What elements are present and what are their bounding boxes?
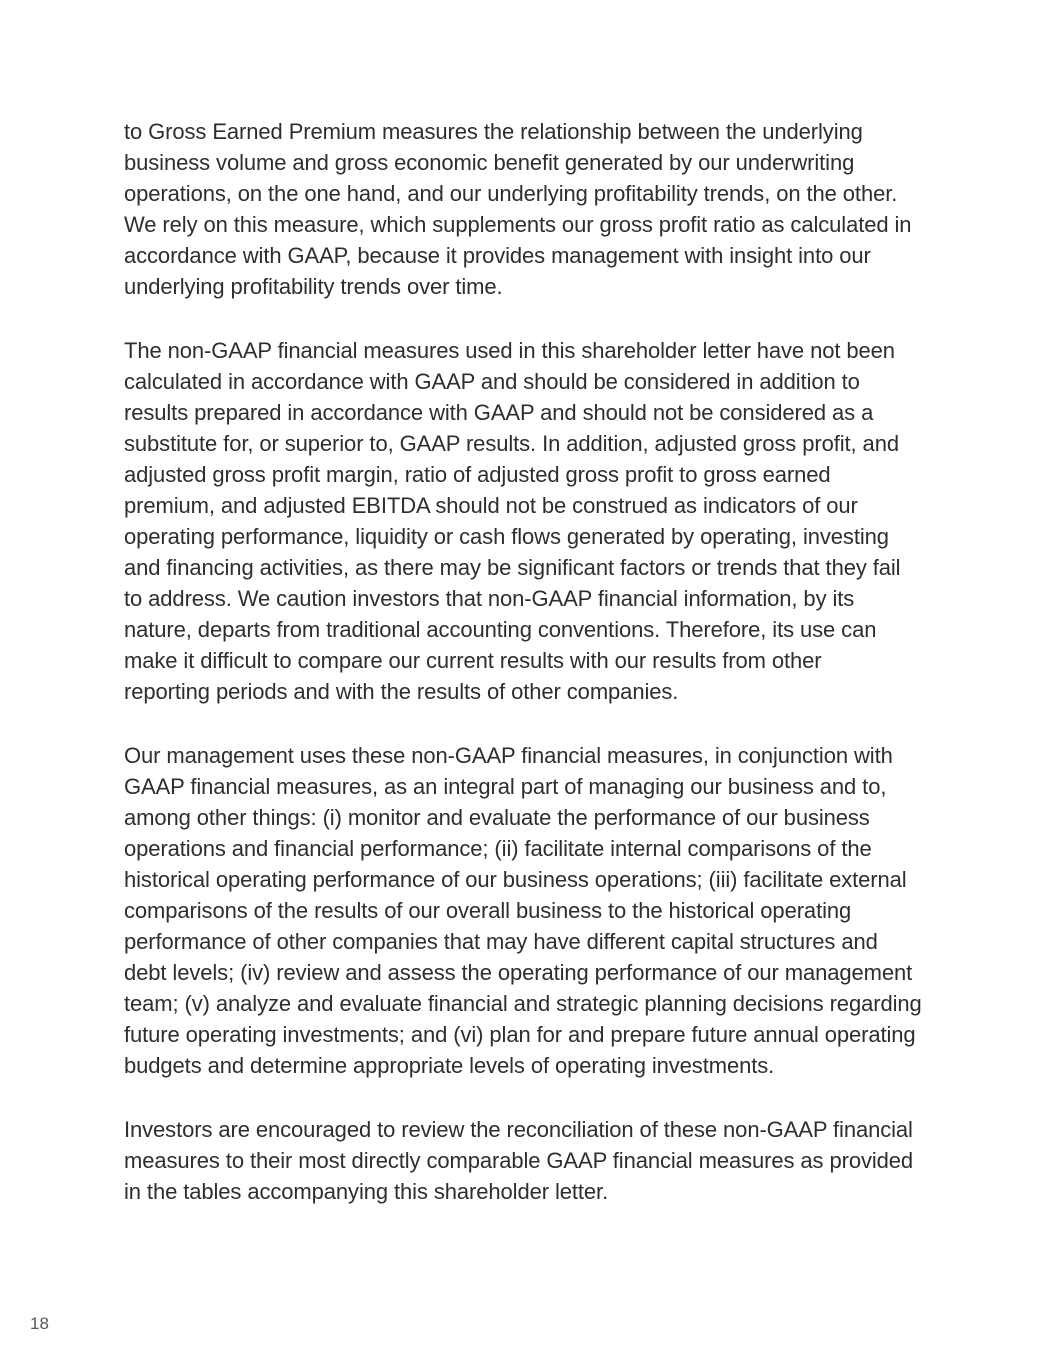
text-line: accordance with GAAP, because it provides management with insight into our — [124, 243, 871, 268]
text-line: team; (v) analyze and evaluate financial and strategic planning decisions regarding — [124, 991, 922, 1016]
letter-body — [124, 116, 984, 1240]
text-line: underlying profitability trends over time. — [124, 274, 503, 299]
text-line: comparisons of the results of our overall business to the historical operating — [124, 898, 852, 923]
text-line: and financing activities, as there may be significant factors or trends that they fail — [124, 555, 901, 580]
paragraph-investors-reconciliation — [124, 1114, 984, 1207]
text-line: results prepared in accordance with GAAP and should not be considered as a — [124, 400, 874, 425]
text-line: budgets and determine appropriate levels of operating investments. — [124, 1053, 775, 1078]
paragraph-management-use-of-measures — [124, 740, 984, 1081]
text-line: We rely on this measure, which supplements our gross profit ratio as calculated in — [124, 212, 912, 237]
text-line: measures to their most directly comparable GAAP financial measures as provided — [124, 1148, 914, 1173]
text-line: calculated in accordance with GAAP and should be considered in addition to — [124, 369, 860, 394]
text-line: future operating investments; and (vi) plan for and prepare future annual operating — [124, 1022, 916, 1047]
text-line: adjusted gross profit margin, ratio of adjusted gross profit to gross earned — [124, 462, 831, 487]
text-line: to Gross Earned Premium measures the relationship between the underlying — [124, 119, 863, 144]
text-line: among other things: (i) monitor and evaluate the performance of our business — [124, 805, 870, 830]
text-line: premium, and adjusted EBITDA should not be construed as indicators of our — [124, 493, 858, 518]
text-line: operations and financial performance; (ii) facilitate internal comparisons of the — [124, 836, 872, 861]
text-line: substitute for, or superior to, GAAP results. In addition, adjusted gross profit, and — [124, 431, 899, 456]
text-line: business volume and gross economic benefit generated by our underwriting — [124, 150, 855, 175]
text-line: Investors are encouraged to review the reconciliation of these non-GAAP financial — [124, 1117, 913, 1142]
text-line: GAAP financial measures, as an integral part of managing our business and to, — [124, 774, 887, 799]
text-line: performance of other companies that may have different capital structures and — [124, 929, 878, 954]
text-line: debt levels; (iv) review and assess the operating performance of our management — [124, 960, 913, 985]
paragraph-gross-earned-premium — [124, 116, 984, 302]
paragraph-non-gaap-caution — [124, 335, 984, 707]
text-line: historical operating performance of our business operations; (iii) facilitate external — [124, 867, 907, 892]
text-line: operating performance, liquidity or cash flows generated by operating, investing — [124, 524, 889, 549]
text-line: nature, departs from traditional accounting conventions. Therefore, its use can — [124, 617, 877, 642]
text-line: reporting periods and with the results of other companies. — [124, 679, 679, 704]
page-number: 18 — [30, 1314, 49, 1333]
text-line: in the tables accompanying this shareholder letter. — [124, 1179, 609, 1204]
text-line: Our management uses these non-GAAP financial measures, in conjunction with — [124, 743, 893, 768]
text-line: make it difficult to compare our current results with our results from other — [124, 648, 822, 673]
text-line: The non-GAAP financial measures used in this shareholder letter have not been — [124, 338, 895, 363]
text-line: operations, on the one hand, and our underlying profitability trends, on the other. — [124, 181, 898, 206]
text-line: to address. We caution investors that non-GAAP financial information, by its — [124, 586, 855, 611]
